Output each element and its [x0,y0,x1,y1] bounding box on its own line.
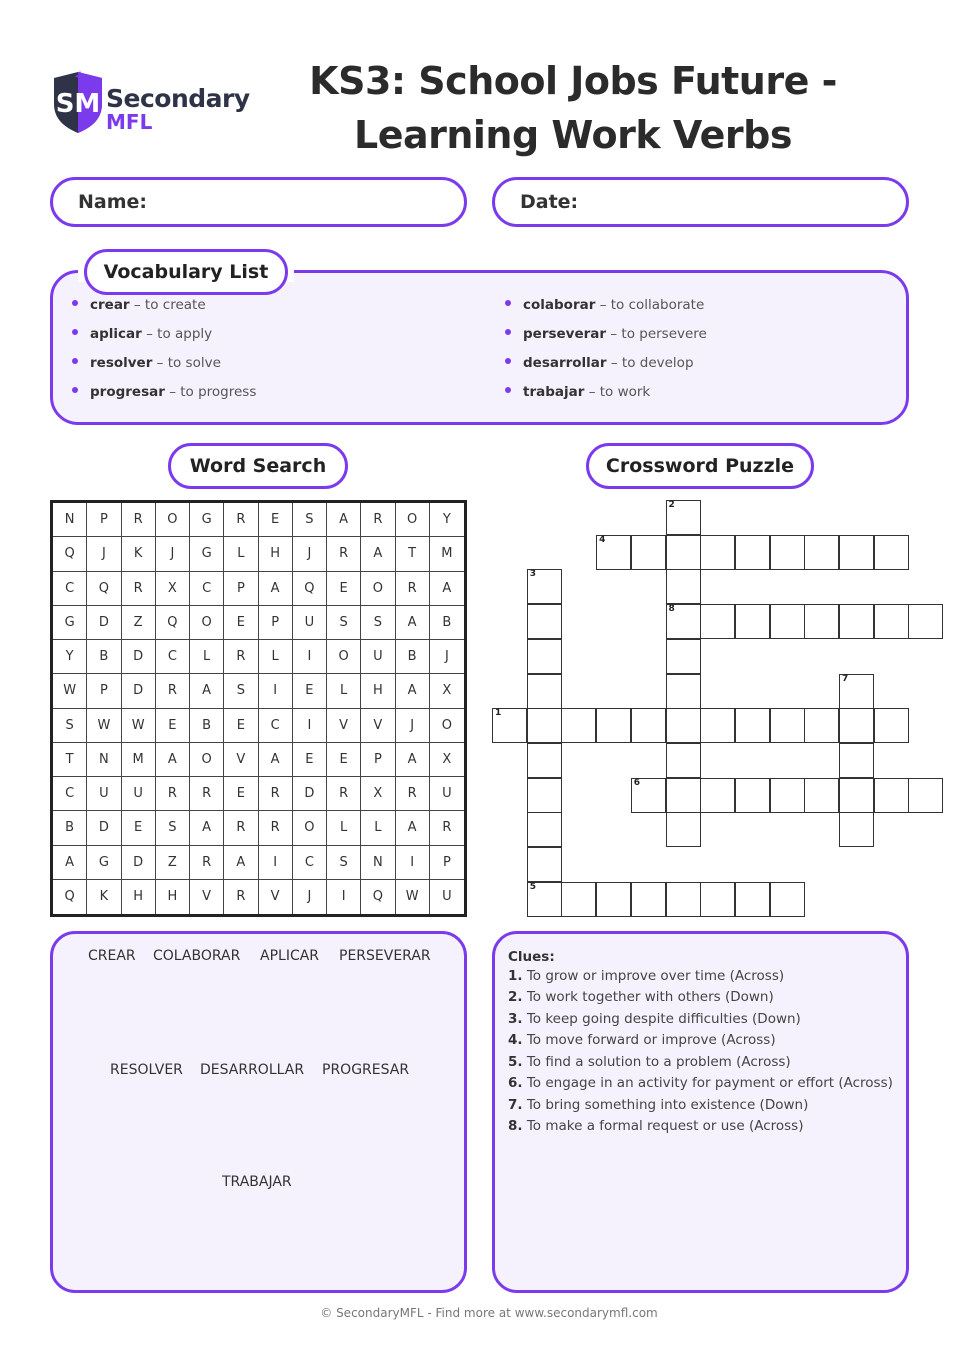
crossword-cell[interactable] [527,569,562,604]
crossword-cell[interactable] [839,708,874,743]
crossword-cell[interactable] [527,743,562,778]
word-search-cell[interactable]: U [430,777,464,811]
word-search-cell[interactable]: Q [87,572,121,606]
word-search-grid[interactable] [50,500,467,917]
word-search-cell[interactable]: E [224,709,258,743]
crossword-cell[interactable] [874,535,909,570]
crossword-cell[interactable] [596,535,631,570]
word-search-cell[interactable]: N [87,743,121,777]
word-search-cell[interactable]: R [190,846,224,880]
word-search-cell[interactable]: N [53,503,87,537]
name-label: Name: [78,191,148,213]
crossword-cell[interactable] [666,569,701,604]
crossword-cell[interactable] [631,708,666,743]
word-search-cell[interactable]: Q [361,880,395,914]
crossword-clue-number: 3 [529,569,536,580]
clue-5: 5. To find a solution to a problem (Across) [508,1054,791,1070]
crossword-cell[interactable] [527,882,562,917]
word-search-cell[interactable]: S [293,503,327,537]
crossword-cell[interactable] [666,778,701,813]
crossword-cell[interactable] [700,778,735,813]
word-search-cell[interactable]: G [190,537,224,571]
crossword-cell[interactable] [735,778,770,813]
word-search-cell[interactable]: R [190,777,224,811]
word-search-cell[interactable]: C [293,846,327,880]
crossword-cell[interactable] [561,882,596,917]
word-search-cell[interactable]: M [122,743,156,777]
word-search-cell[interactable]: L [224,537,258,571]
word-search-cell[interactable]: J [293,880,327,914]
vocab-item: progresar – to progress [72,384,256,400]
word-search-cell[interactable]: B [87,640,121,674]
word-search-cell[interactable]: E [293,674,327,708]
word-search-cell[interactable]: C [53,777,87,811]
word-search-cell[interactable]: A [396,743,430,777]
word-search-cell[interactable]: A [396,606,430,640]
word-search-cell[interactable]: J [396,709,430,743]
word-search-cell[interactable]: O [293,811,327,845]
crossword-clue-number: 5 [529,881,536,892]
word-search-cell[interactable]: E [327,743,361,777]
shield-logo-icon [52,70,104,134]
crossword-cell[interactable] [527,639,562,674]
crossword-cell[interactable] [700,604,735,639]
word-search-cell[interactable]: A [190,811,224,845]
word-search-cell[interactable]: R [430,811,464,845]
bullet-icon [505,387,511,393]
word-search-cell[interactable]: X [430,743,464,777]
crossword-cell[interactable] [631,882,666,917]
clue-8: 8. To make a formal request or use (Across) [508,1118,804,1134]
word-search-cell[interactable]: T [53,743,87,777]
word-search-cell[interactable]: R [156,777,190,811]
word-search-cell[interactable]: R [156,674,190,708]
vocab-item: perseverar – to persevere [505,326,707,342]
crossword-cell[interactable] [874,604,909,639]
word-search-cell[interactable]: E [259,503,293,537]
word-search-cell[interactable]: S [327,606,361,640]
word-search-cell[interactable]: Z [156,846,190,880]
word-search-cell[interactable]: A [224,846,258,880]
word-search-cell[interactable]: C [53,572,87,606]
word-list-item: TRABAJAR [222,1174,292,1190]
word-search-cell[interactable]: A [259,572,293,606]
bullet-icon [505,358,511,364]
word-list-item: PERSEVERAR [339,948,431,964]
word-search-cell[interactable]: Q [156,606,190,640]
crossword-cell[interactable] [770,535,805,570]
crossword-cell[interactable] [735,882,770,917]
clues-title: Clues: [508,949,555,965]
word-search-cell[interactable]: X [156,572,190,606]
word-search-cell[interactable]: D [87,811,121,845]
word-search-cell[interactable]: J [87,537,121,571]
word-list-panel [50,931,467,1293]
crossword-cell[interactable] [666,882,701,917]
word-search-cell[interactable]: A [53,846,87,880]
clue-7: 7. To bring something into existence (Down) [508,1097,809,1113]
word-search-cell[interactable]: B [430,606,464,640]
vocab-item: crear – to create [72,297,206,313]
crossword-cell[interactable] [804,778,839,813]
word-search-cell[interactable]: R [224,880,258,914]
word-search-cell[interactable]: P [87,503,121,537]
word-search-cell[interactable]: B [190,709,224,743]
word-search-cell[interactable]: N [361,846,395,880]
word-search-cell[interactable]: O [361,572,395,606]
word-search-cell[interactable]: E [122,811,156,845]
word-search-cell[interactable]: S [224,674,258,708]
crossword-clue-number: 1 [495,708,502,719]
crossword-cell[interactable] [839,743,874,778]
word-search-cell[interactable]: A [327,503,361,537]
word-search-cell[interactable]: T [396,537,430,571]
word-search-cell[interactable]: H [259,537,293,571]
crossword-cell[interactable] [908,604,943,639]
crossword-heading: Crossword Puzzle [586,443,814,489]
word-search-cell[interactable]: O [327,640,361,674]
word-search-cell[interactable]: A [361,537,395,571]
word-search-cell[interactable]: Q [293,572,327,606]
word-search-cell[interactable]: I [293,709,327,743]
word-search-cell[interactable]: E [224,606,258,640]
bullet-icon [72,387,78,393]
crossword-cell[interactable] [666,812,701,847]
word-search-cell[interactable]: R [224,640,258,674]
crossword-cell[interactable] [735,604,770,639]
logo-wordmark-secondary: Secondary [106,84,250,113]
word-search-cell[interactable]: W [53,674,87,708]
word-search-cell[interactable]: Q [53,537,87,571]
vocab-item: trabajar – to work [505,384,650,400]
word-search-cell[interactable]: E [293,743,327,777]
crossword-cell[interactable] [839,604,874,639]
crossword-cell[interactable] [527,778,562,813]
word-search-cell[interactable]: P [87,674,121,708]
crossword-cell[interactable] [839,674,874,709]
word-search-cell[interactable]: X [430,674,464,708]
crossword-cell[interactable] [527,604,562,639]
word-search-cell[interactable]: R [396,572,430,606]
crossword-cell[interactable] [666,743,701,778]
word-search-cell[interactable]: R [259,777,293,811]
word-search-cell[interactable]: Z [122,606,156,640]
word-search-cell[interactable]: L [327,811,361,845]
word-search-cell[interactable]: R [224,811,258,845]
crossword-clue-number: 8 [668,604,675,615]
crossword-cell[interactable] [527,708,562,743]
word-search-cell[interactable]: A [396,674,430,708]
crossword-clue-number: 2 [668,500,675,510]
bullet-icon [505,300,511,306]
word-search-cell[interactable]: H [156,880,190,914]
word-search-cell[interactable]: J [430,640,464,674]
word-search-cell[interactable]: A [156,743,190,777]
word-search-heading: Word Search [168,443,348,489]
word-search-cell[interactable]: U [122,777,156,811]
word-search-cell[interactable]: C [190,572,224,606]
word-search-cell[interactable]: P [430,846,464,880]
crossword-cell[interactable] [770,708,805,743]
crossword-cell[interactable] [839,812,874,847]
word-search-cell[interactable]: V [224,743,258,777]
crossword-cell[interactable] [700,882,735,917]
word-search-cell[interactable]: U [361,640,395,674]
word-search-cell[interactable]: K [122,537,156,571]
word-search-cell[interactable]: P [224,572,258,606]
word-search-cell[interactable]: V [259,880,293,914]
crossword-cell[interactable] [527,674,562,709]
word-search-cell[interactable]: D [293,777,327,811]
word-search-cell[interactable]: R [361,503,395,537]
word-search-cell[interactable]: I [259,674,293,708]
crossword-cell[interactable] [666,674,701,709]
word-search-cell[interactable]: H [122,880,156,914]
word-search-cell[interactable]: Q [53,880,87,914]
word-search-cell[interactable]: S [53,709,87,743]
bullet-icon [72,358,78,364]
vocab-item: resolver – to solve [72,355,221,371]
word-search-cell[interactable]: L [327,674,361,708]
crossword-cell[interactable] [666,708,701,743]
word-search-cell[interactable]: I [293,640,327,674]
crossword-cell[interactable] [839,535,874,570]
crossword-cell[interactable] [874,708,909,743]
word-search-cell[interactable]: O [430,709,464,743]
word-search-cell[interactable]: J [156,537,190,571]
date-field[interactable] [492,177,909,227]
word-search-cell[interactable]: G [87,846,121,880]
word-search-cell[interactable]: P [361,743,395,777]
crossword-cell[interactable] [700,708,735,743]
word-search-cell[interactable]: C [156,640,190,674]
vocab-item: aplicar – to apply [72,326,212,342]
clue-4: 4. To move forward or improve (Across) [508,1032,776,1048]
footer: © SecondaryMFL - Find more at www.secondarymfl.com [320,1306,658,1320]
clue-1: 1. To grow or improve over time (Across) [508,968,785,984]
clues-panel [492,931,909,1293]
crossword-cell[interactable] [631,535,666,570]
word-search-cell[interactable]: S [327,846,361,880]
crossword-cell[interactable] [804,708,839,743]
crossword-cell[interactable] [596,708,631,743]
crossword-cell[interactable] [908,778,943,813]
crossword-cell[interactable] [527,812,562,847]
logo-wordmark-mfl: MFL [106,110,153,134]
crossword-cell[interactable] [561,708,596,743]
crossword-cell[interactable] [839,778,874,813]
word-search-cell[interactable]: S [361,606,395,640]
crossword-cell[interactable] [666,535,701,570]
word-search-cell[interactable]: V [361,709,395,743]
word-search-cell[interactable]: U [442,889,452,905]
word-search-cell[interactable]: M [430,537,464,571]
crossword-cell[interactable] [874,778,909,813]
word-search-cell[interactable]: A [190,674,224,708]
bullet-icon [72,300,78,306]
word-search-cell[interactable]: H [361,674,395,708]
crossword-cell[interactable] [770,778,805,813]
word-search-cell[interactable]: R [122,572,156,606]
crossword-cell[interactable] [804,535,839,570]
word-search-cell[interactable]: R [396,777,430,811]
word-search-cell[interactable]: I [327,880,361,914]
word-search-cell[interactable]: P [259,606,293,640]
word-list-item: DESARROLLAR [200,1062,305,1078]
word-search-cell[interactable]: C [259,709,293,743]
vocabulary-heading: Vocabulary List [84,249,288,295]
bullet-icon [505,329,511,335]
vocab-item: colaborar – to collaborate [505,297,704,313]
crossword-cell[interactable] [527,847,562,882]
word-search-cell[interactable]: D [87,606,121,640]
crossword-cell[interactable] [770,882,805,917]
name-field[interactable] [50,177,467,227]
word-search-cell[interactable]: R [259,811,293,845]
word-search-cell[interactable]: R [122,503,156,537]
crossword-cell[interactable] [804,604,839,639]
word-search-cell[interactable]: W [87,709,121,743]
word-search-cell[interactable]: K [87,880,121,914]
word-search-cell[interactable]: V [327,709,361,743]
word-search-cell[interactable]: A [430,572,464,606]
crossword-clue-number: 7 [842,673,849,684]
word-search-cell[interactable]: L [190,640,224,674]
word-search-cell[interactable]: D [122,674,156,708]
word-search-cell[interactable]: X [361,777,395,811]
crossword-cell[interactable] [666,604,701,639]
word-search-cell[interactable]: D [122,846,156,880]
word-search-cell[interactable]: R [327,777,361,811]
crossword-cell[interactable] [666,639,701,674]
word-search-cell[interactable]: Y [430,503,464,537]
word-list-item: PROGRESAR [322,1062,410,1078]
crossword-cell[interactable] [666,500,701,535]
word-search-cell[interactable]: O [190,743,224,777]
crossword-clue-number: 4 [599,534,606,545]
word-search-cell[interactable]: I [396,846,430,880]
date-label: Date: [520,191,579,213]
page-title: KS3: School Jobs Future - Learning Work Verbs [309,59,837,157]
word-search-cell[interactable]: A [259,743,293,777]
word-search-cell[interactable]: R [327,537,361,571]
word-search-cell[interactable]: V [190,880,224,914]
word-search-cell[interactable]: W [396,880,430,914]
clue-6: 6. To engage in an activity for payment or effort (Across) [508,1075,893,1091]
word-search-cell[interactable]: L [361,811,395,845]
clue-3: 3. To keep going despite difficulties (Down) [508,1011,801,1027]
crossword-cell[interactable] [735,535,770,570]
word-search-cell[interactable]: I [259,846,293,880]
word-list-item: RESOLVER [110,1062,183,1078]
crossword-cell[interactable] [631,778,666,813]
word-search-cell[interactable]: B [396,640,430,674]
bullet-icon [72,329,78,335]
crossword-cell[interactable] [700,535,735,570]
word-search-cell[interactable]: E [156,709,190,743]
word-search-cell[interactable]: E [327,572,361,606]
word-search-cell[interactable]: O [190,606,224,640]
word-search-cell[interactable]: D [122,640,156,674]
word-list-item: CREAR [88,948,136,964]
word-search-cell[interactable]: J [293,537,327,571]
svg-text:SM: SM [55,89,101,119]
word-search-cell[interactable]: O [396,503,430,537]
logo [52,70,250,136]
word-search-cell[interactable]: O [156,503,190,537]
word-search-cell[interactable]: R [224,503,258,537]
word-search-cell[interactable]: L [259,640,293,674]
crossword-cell[interactable] [735,708,770,743]
crossword-clue-number: 6 [633,777,641,788]
word-search-cell[interactable]: Y [53,640,87,674]
word-list-item: APLICAR [260,948,320,964]
word-search-cell[interactable]: G [53,606,87,640]
word-search-cell[interactable]: U [293,606,327,640]
word-search-cell[interactable]: U [87,777,121,811]
crossword-cell[interactable] [770,604,805,639]
crossword-cell[interactable] [596,882,631,917]
word-search-cell[interactable]: W [122,709,156,743]
clue-2: 2. To work together with others (Down) [508,989,774,1005]
word-search-cell[interactable]: A [396,811,430,845]
word-search-cell[interactable]: G [190,503,224,537]
word-search-cell[interactable]: B [53,811,87,845]
crossword-cell[interactable] [492,708,527,743]
word-search-cell[interactable]: S [156,811,190,845]
word-search-cell[interactable]: E [224,777,258,811]
vocab-item: desarrollar – to develop [505,355,694,371]
word-list-item: COLABORAR [153,948,241,964]
